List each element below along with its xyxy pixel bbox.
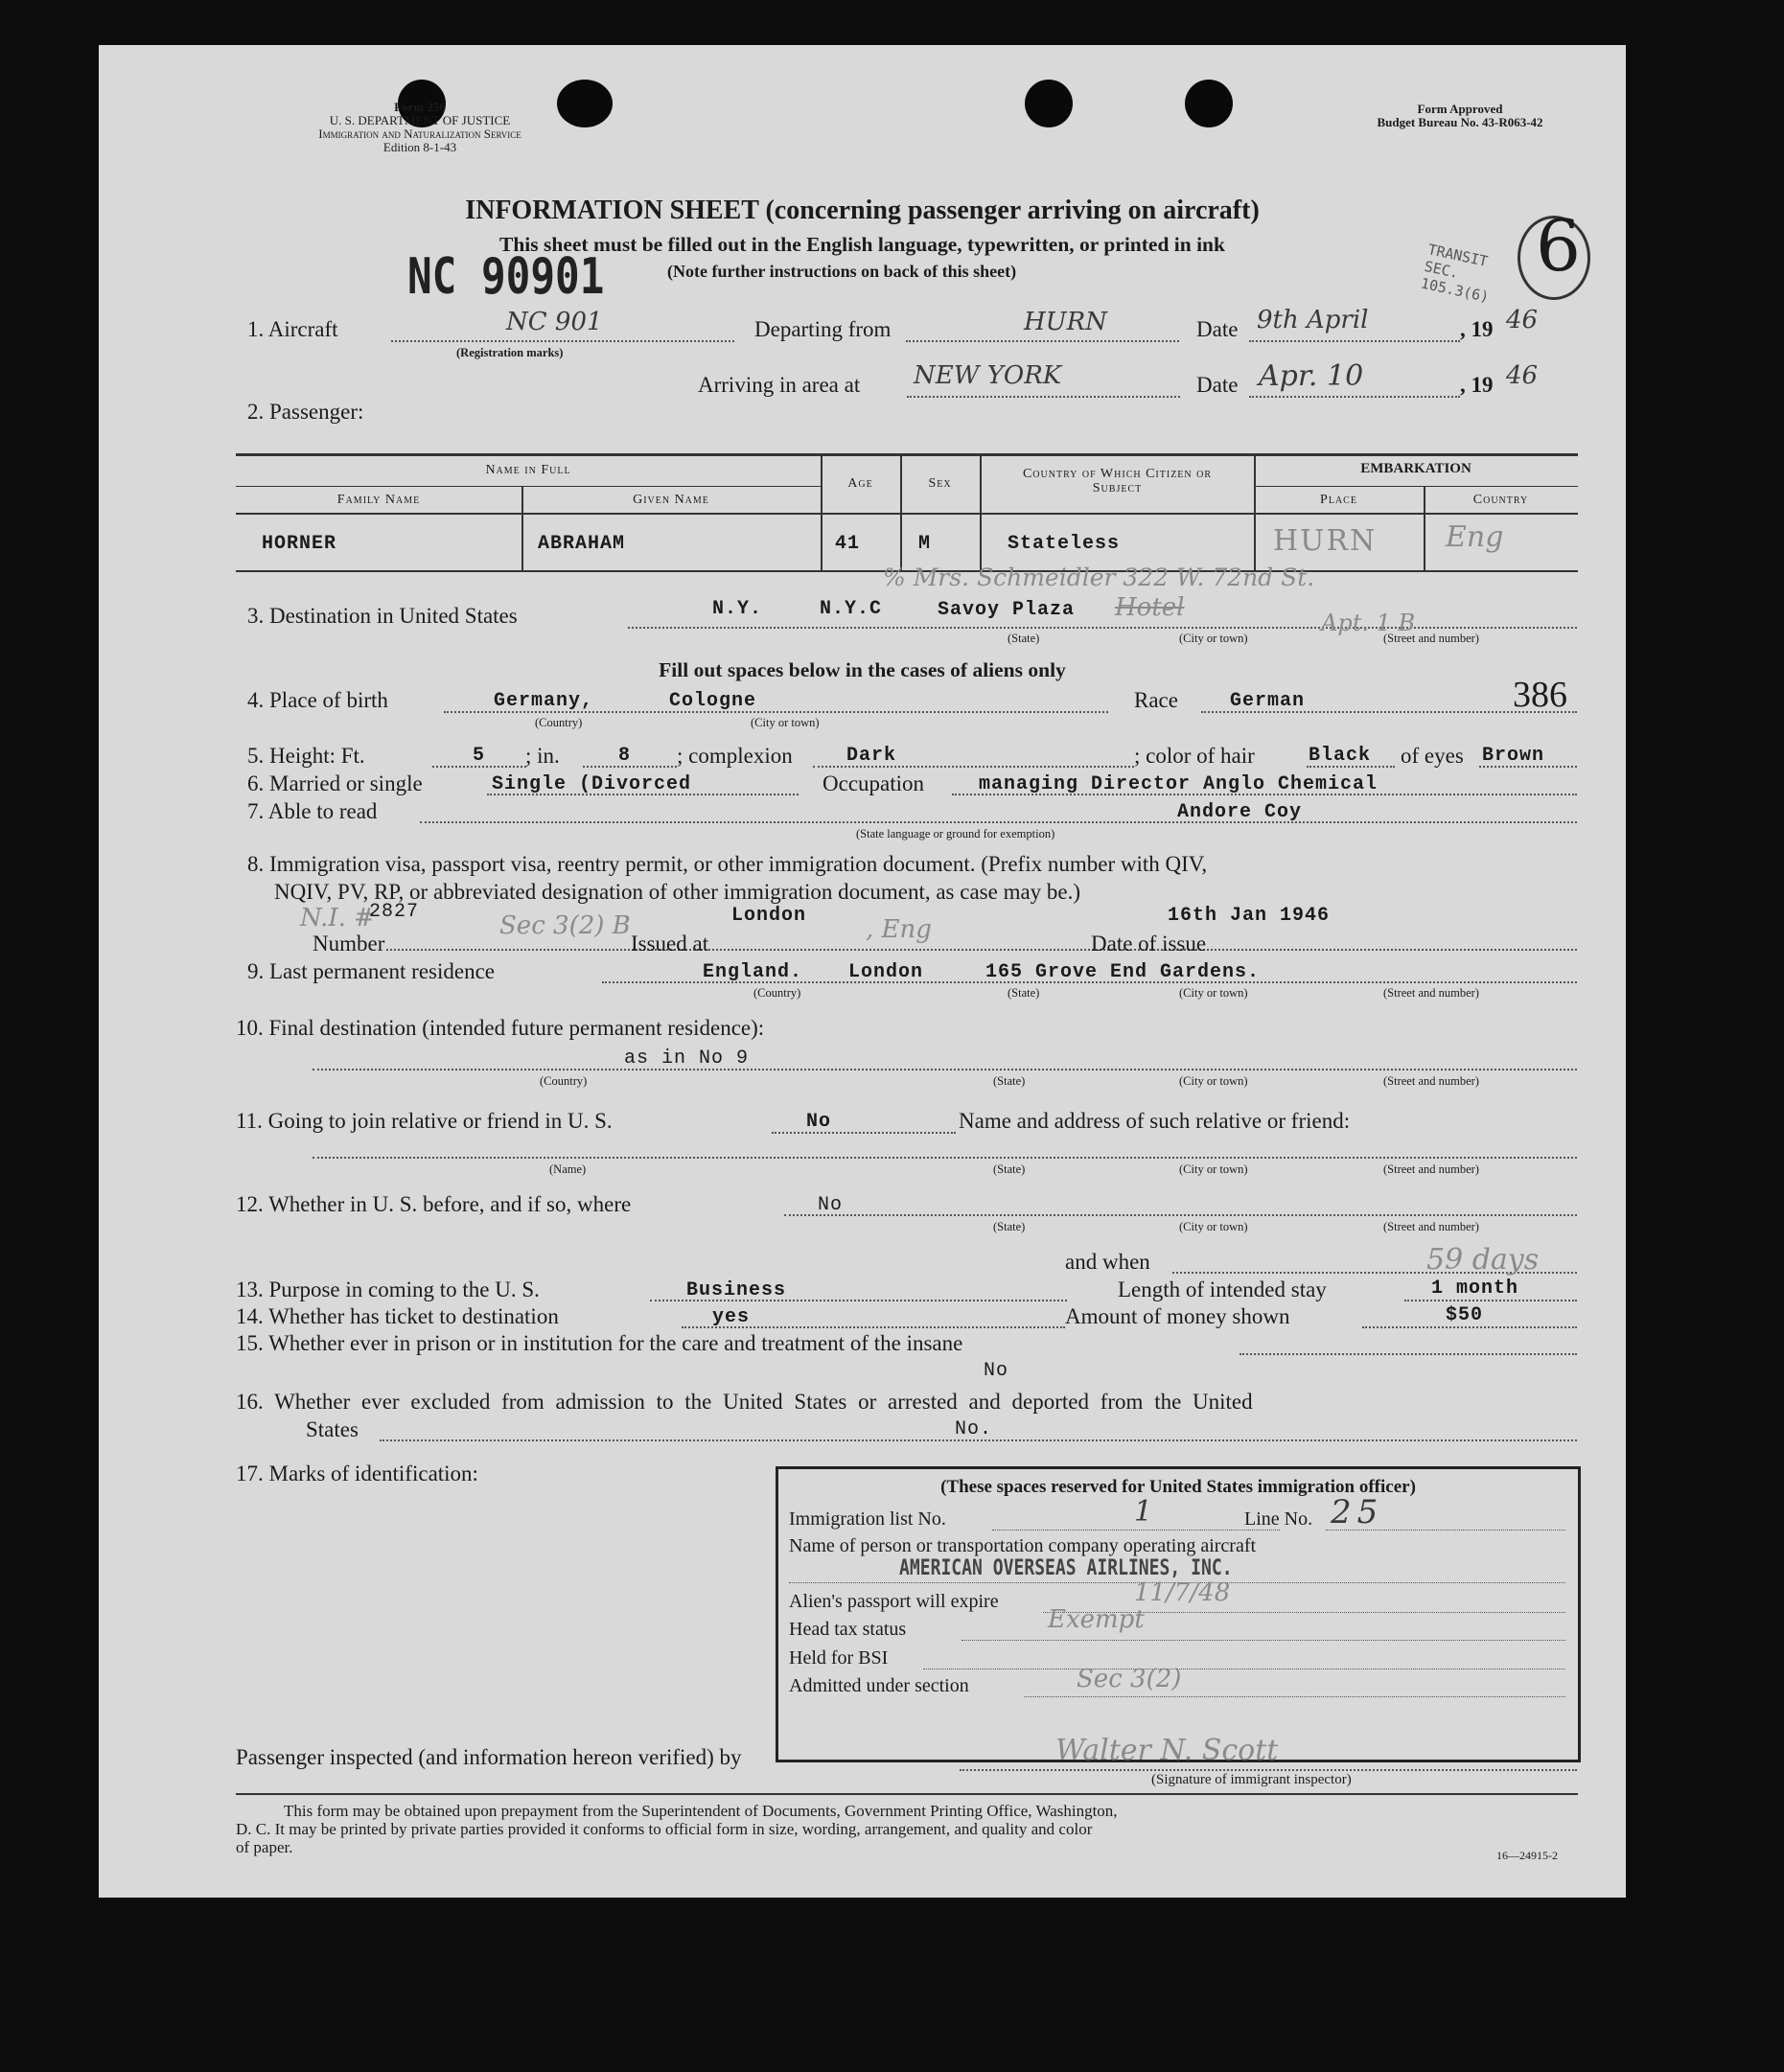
item8-label2: NQIV, PV, RP, or abbreviated designation of other immigration document, as case may be.) xyxy=(274,880,1081,904)
stay-value: 1 month xyxy=(1431,1278,1519,1300)
cap11-city: (City or town) xyxy=(1179,1163,1248,1176)
cap12-city: (City or town) xyxy=(1179,1220,1248,1233)
arriving-value: NEW YORK xyxy=(914,361,1062,390)
th-name-in-full: Name in Full xyxy=(485,463,571,477)
join-relative: No xyxy=(806,1111,832,1133)
date-label: Date xyxy=(1196,317,1239,341)
prison: No xyxy=(984,1360,1009,1382)
issue-date-label: Date of issue xyxy=(1091,932,1207,955)
visa-sec-hw: Sec 3(2) B xyxy=(499,911,631,940)
footer-line1: This form may be obtained upon prepayment from the Superintendent of Documents, Government Printing Office, Washington, xyxy=(284,1802,1118,1820)
th-country-citizen: Country of Which Citizen or Subject xyxy=(1022,467,1213,495)
visa-number-hw: N.I. # xyxy=(300,904,375,932)
birth-country: Germany, xyxy=(494,690,594,712)
item4-label: 4. Place of birth xyxy=(247,688,388,712)
date-value: 9th April xyxy=(1257,306,1369,334)
headtax-value: Exempt xyxy=(1048,1605,1145,1634)
excluded: No. xyxy=(955,1418,993,1440)
dest-state: N.Y. xyxy=(712,598,763,620)
height-ft: 5 xyxy=(473,745,486,767)
visa-number: 2827 xyxy=(369,901,420,923)
footer-line2: D. C. It may be printed by private parties provided it conforms to official form in size, wording, arrangement, and quality and color xyxy=(236,1820,1093,1838)
edition: Edition 8-1-43 xyxy=(382,140,457,154)
year-prefix: , 19 xyxy=(1460,317,1494,341)
list-label: Immigration list No. xyxy=(789,1508,946,1530)
th-given-name: Given Name xyxy=(633,493,709,507)
occupation-label: Occupation xyxy=(822,771,925,795)
year2-prefix: , 19 xyxy=(1460,373,1494,397)
year2-value: 46 xyxy=(1506,361,1539,390)
signature-caption: (Signature of immigrant inspector) xyxy=(1151,1772,1352,1787)
instruction: This sheet must be filled out in the English language, typewritten, or printed in ink xyxy=(499,233,1225,256)
item11-label: 11. Going to join relative or friend in U. S. xyxy=(236,1109,613,1133)
cell-place: HURN xyxy=(1273,524,1378,558)
item13-label: 13. Purpose in coming to the U. S. xyxy=(236,1278,540,1301)
th-age: Age xyxy=(847,476,873,491)
purpose: Business xyxy=(686,1279,787,1301)
th-sex: Sex xyxy=(928,476,952,491)
th-family-name: Family Name xyxy=(336,493,421,507)
form-approved: Form Approved xyxy=(1417,102,1503,116)
hair-value: Black xyxy=(1309,745,1372,767)
read-value: Andore Coy xyxy=(1177,801,1303,823)
cell-family: HORNER xyxy=(262,533,337,555)
cap10-city: (City or town) xyxy=(1179,1074,1248,1088)
dest-street: Savoy Plaza xyxy=(938,599,1076,621)
when-label: and when xyxy=(1065,1250,1150,1274)
cap12-street: (Street and number) xyxy=(1383,1220,1479,1233)
number-label: Number xyxy=(313,932,385,955)
item9-label: 9. Last permanent residence xyxy=(247,959,495,983)
form-paper xyxy=(99,45,1626,1898)
arriving-label: Arriving in area at xyxy=(698,373,861,397)
punch-hole-3 xyxy=(1025,80,1073,127)
cap12-state: (State) xyxy=(993,1220,1026,1233)
cap9-city: (City or town) xyxy=(1179,986,1248,1000)
relative-name-label: Name and address of such relative or friend: xyxy=(959,1109,1351,1133)
reg-caption: (Registration marks) xyxy=(456,346,564,359)
cap4-country: (Country) xyxy=(535,716,583,729)
issue-date: 16th Jan 1946 xyxy=(1168,905,1331,927)
budget-bureau: Budget Bureau No. 43-R063-42 xyxy=(1377,115,1543,129)
passport-label: Alien's passport will expire xyxy=(789,1591,999,1612)
complexion-label: ; complexion xyxy=(677,744,793,768)
cap10-street: (Street and number) xyxy=(1383,1074,1479,1088)
item14-label: 14. Whether has ticket to destination xyxy=(236,1304,559,1328)
admitted-label: Admitted under section xyxy=(789,1675,969,1696)
cap9-country: (Country) xyxy=(753,986,801,1000)
residence-state: London xyxy=(848,961,924,983)
item8-label: 8. Immigration visa, passport visa, reentry permit, or other immigration document. (Prefix number with QIV, xyxy=(247,852,1208,876)
cell-given: ABRAHAM xyxy=(538,533,626,555)
dest-handwritten: % Mrs. Schmeidler 322 W. 72nd St. xyxy=(883,564,1315,591)
operator-value: AMERICAN OVERSEAS AIRLINES, INC. xyxy=(899,1556,1233,1580)
item6-label: 6. Married or single xyxy=(247,771,423,795)
headtax-label: Head tax status xyxy=(789,1619,907,1640)
year-value: 46 xyxy=(1506,306,1539,334)
circled-mark xyxy=(1518,205,1590,300)
passport-value: 11/7/48 xyxy=(1134,1578,1231,1607)
cell-age: 41 xyxy=(835,533,861,555)
date2-value: Apr. 10 xyxy=(1259,359,1364,393)
officer-box-title: (These spaces reserved for United States immigration officer) xyxy=(940,1477,1416,1497)
item17-label: 17. Marks of identification: xyxy=(236,1462,478,1485)
cap9-state: (State) xyxy=(1008,986,1040,1000)
admitted-value: Sec 3(2) xyxy=(1077,1665,1182,1693)
cell-sex: M xyxy=(918,533,932,555)
eyes-label: of eyes xyxy=(1401,744,1464,768)
line-label: Line No. xyxy=(1244,1508,1313,1530)
circled-mark-text: 6 xyxy=(1536,205,1582,288)
dest-hotel: Hotel xyxy=(1115,593,1185,622)
punch-hole-4 xyxy=(1185,80,1233,127)
th-place: Place xyxy=(1320,493,1357,507)
cap4-city: (City or town) xyxy=(751,716,820,729)
dest-city: N.Y.C xyxy=(820,598,883,620)
departing-label: Departing from xyxy=(754,317,892,341)
issued-label: Issued at xyxy=(631,932,709,955)
stay-label: Length of intended stay xyxy=(1118,1278,1327,1301)
cap11-state: (State) xyxy=(993,1163,1026,1176)
marital-value: Single (Divorced xyxy=(492,773,692,795)
eyes-value: Brown xyxy=(1482,745,1545,767)
inspected-label: Passenger inspected (and information hereon verified) by xyxy=(236,1745,742,1769)
final-destination: as in No 9 xyxy=(624,1048,750,1070)
race-label: Race xyxy=(1134,688,1178,712)
item15-label: 15. Whether ever in prison or in institution for the care and treatment of the insane xyxy=(236,1331,963,1355)
operator-label: Name of person or transportation company operating aircraft xyxy=(789,1535,1257,1556)
item5-label: 5. Height: Ft. xyxy=(247,744,365,768)
complexion-value: Dark xyxy=(846,745,897,767)
footer-line3: of paper. xyxy=(236,1838,293,1856)
ticket: yes xyxy=(712,1306,751,1328)
race-code: 386 xyxy=(1513,675,1567,715)
in-label: ; in. xyxy=(525,744,560,768)
race-value: German xyxy=(1230,690,1306,712)
form-title: INFORMATION SHEET (concerning passenger arriving on aircraft) xyxy=(465,196,1260,225)
cap10-country: (Country) xyxy=(540,1074,588,1088)
birth-city: Cologne xyxy=(669,690,757,712)
note: (Note further instructions on back of this sheet) xyxy=(667,262,1017,281)
cap11-street: (Street and number) xyxy=(1383,1163,1479,1176)
item16-label2: States xyxy=(306,1417,359,1441)
list-value: 1 xyxy=(1134,1495,1153,1529)
footer-code: 16—24915-2 xyxy=(1496,1849,1558,1862)
aliens-only: Fill out spaces below in the cases of aliens only xyxy=(659,658,1066,681)
hair-label: ; color of hair xyxy=(1134,744,1255,768)
departing-value: HURN xyxy=(1024,308,1107,336)
service: Immigration and Naturalization Service xyxy=(318,127,521,141)
issued-hw: , Eng xyxy=(866,915,932,944)
header-right xyxy=(1326,103,1594,129)
occupation-value: managing Director Anglo Chemical xyxy=(979,773,1379,795)
money-value: $50 xyxy=(1446,1304,1484,1326)
dest-apt: Apt. 1 B xyxy=(1321,610,1416,636)
read-caption: (State language or ground for exemption) xyxy=(856,827,1055,840)
item2-label: 2. Passenger: xyxy=(247,400,364,424)
us-before: No xyxy=(818,1194,844,1216)
item16-label: 16. Whether ever excluded from admission to the United States or arrested and deported from the United xyxy=(236,1390,1253,1414)
th-embarkation: EMBARKATION xyxy=(1360,461,1471,476)
aircraft-value: NC 901 xyxy=(506,308,603,336)
header-left xyxy=(219,101,621,154)
residence-street: 165 Grove End Gardens. xyxy=(985,961,1261,983)
item12-label: 12. Whether in U. S. before, and if so, where xyxy=(236,1192,632,1216)
item1-label: 1. Aircraft xyxy=(247,317,338,341)
issued-at: London xyxy=(731,905,807,927)
item10-label: 10. Final destination (intended future permanent residence): xyxy=(236,1016,765,1040)
form-number: Form 256 xyxy=(394,100,446,114)
item7-label: 7. Able to read xyxy=(247,799,378,823)
inspector-signature: Walter N. Scott xyxy=(1055,1734,1279,1767)
cap9-street: (Street and number) xyxy=(1383,986,1479,1000)
date2-label: Date xyxy=(1196,373,1239,397)
transit-stamp: TRANSIT SEC. 105.3(6) xyxy=(1419,241,1491,307)
residence-country: England. xyxy=(703,961,803,983)
cap3-street: (Street and number) xyxy=(1383,632,1479,645)
stamp-number: NC 90901 xyxy=(407,248,605,306)
money-label: Amount of money shown xyxy=(1065,1304,1290,1328)
height-in: 8 xyxy=(618,745,632,767)
department: U. S. DEPARTMENT OF JUSTICE xyxy=(329,113,511,127)
bsi-label: Held for BSI xyxy=(789,1647,889,1669)
item3-label: 3. Destination in United States xyxy=(247,604,518,628)
line-value: 25 xyxy=(1331,1493,1384,1531)
cap3-city: (City or town) xyxy=(1179,632,1248,645)
th-country: Country xyxy=(1472,493,1529,507)
cap3-state: (State) xyxy=(1008,632,1040,645)
when-hw: 59 days xyxy=(1426,1243,1540,1277)
cap11-name: (Name) xyxy=(549,1163,587,1176)
cell-country: Eng xyxy=(1446,520,1504,554)
cap10-state: (State) xyxy=(993,1074,1026,1088)
cell-citizen: Stateless xyxy=(1008,533,1121,555)
